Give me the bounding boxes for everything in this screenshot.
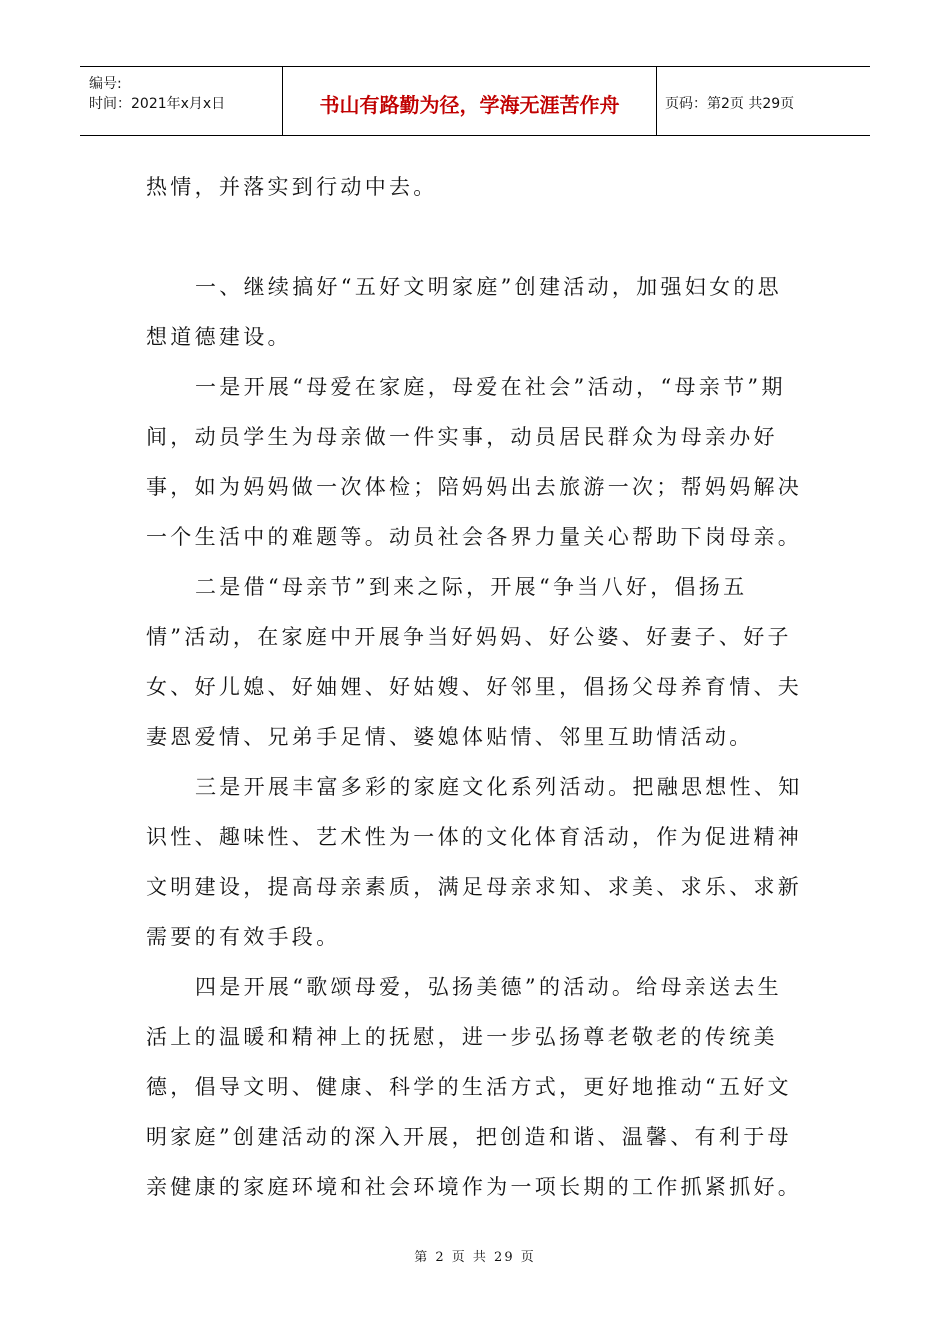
section-heading-1: 一、继续搞好“五好文明家庭”创建活动，加强妇女的思想道德建设。 (146, 275, 782, 349)
header-page-info: 页码：第2页 共29页 (665, 96, 795, 112)
document-body (146, 162, 806, 1212)
paragraph-item-4: 四是开展“歌颂母爱，弘扬美德”的活动。给母亲送去生活上的温暖和精神上的抚慰，进一步弘扬尊老敬老的传统美德，倡导文明、健康、科学的生活方式，更好地推动“五好文明家庭”创建活动的深入开展，把创造和谐、温馨、有利于母亲健康的家庭环境和社会环境作为一项长期的工作抓紧抓好。 (146, 975, 803, 1199)
paragraph-continuation: 热情，并落实到行动中去。 (146, 175, 438, 199)
page-header (80, 66, 870, 136)
header-meta (80, 67, 283, 135)
document-number-label: 编号: (89, 76, 122, 92)
document-date: 时间：2021年x月x日 (89, 96, 226, 112)
paragraph-item-2: 二是借“母亲节”到来之际，开展“争当八好，倡扬五情”活动，在家庭中开展争当好妈妈、好公婆、好妻子、好子女、好儿媳、好妯娌、好姑嫂、好邻里，倡扬父母养育情、夫妻恩爱情、兄弟手足情、婆媳体贴情、邻里互助情活动。 (146, 575, 803, 749)
paragraph-item-3: 三是开展丰富多彩的家庭文化系列活动。把融思想性、知识性、趣味性、艺术性为一体的文化体育活动，作为促进精神文明建设，提高母亲素质，满足母亲求知、求美、求乐、求新需要的有效手段。 (146, 775, 803, 949)
header-motto: 书山有路勤为径，学海无涯苦作舟 (283, 67, 657, 135)
page-footer: 第 2 页 共 29 页 (414, 1250, 536, 1265)
paragraph-item-1: 一是开展“母爱在家庭，母爱在社会”活动，“母亲节”期间，动员学生为母亲做一件实事，动员居民群众为母亲办好事，如为妈妈做一次体检；陪妈妈出去旅游一次；帮妈妈解决一个生活中的难题等。动员社会各界力量关心帮助下岗母亲。 (146, 375, 803, 549)
